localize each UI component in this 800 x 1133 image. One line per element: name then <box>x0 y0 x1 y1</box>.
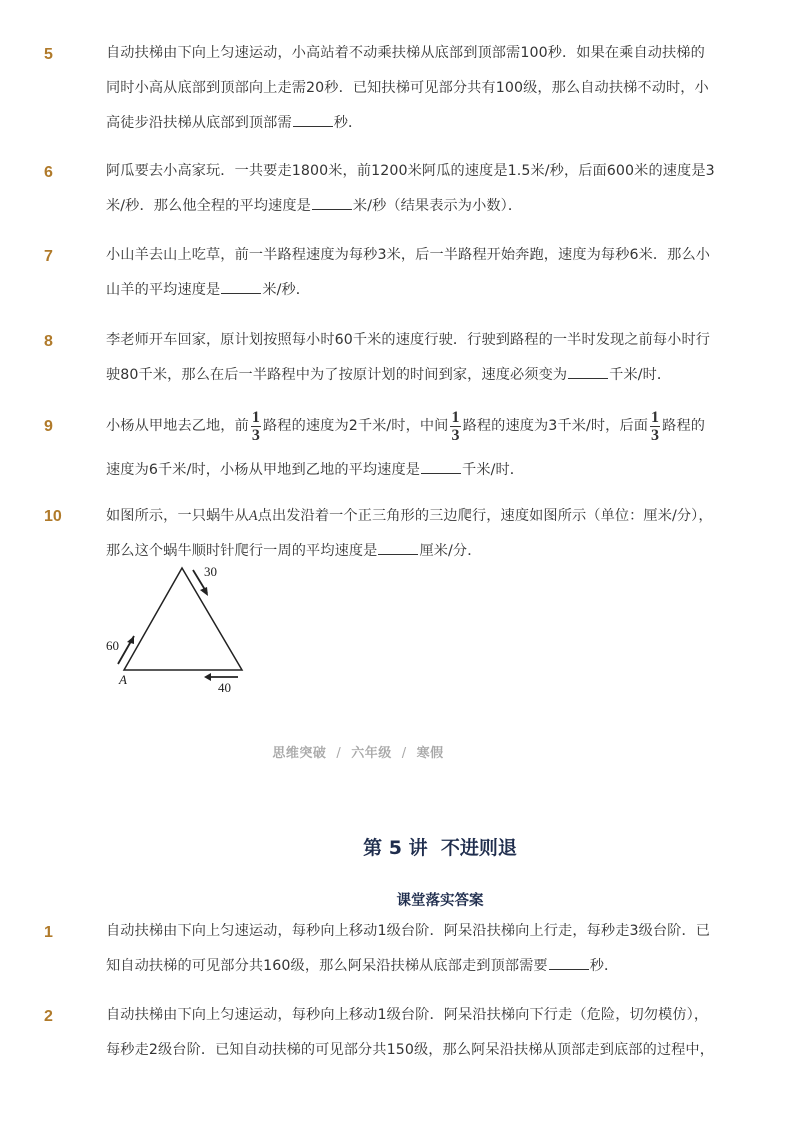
page-footer <box>0 742 716 761</box>
fraction-denominator: 3 <box>251 426 260 444</box>
speed-label-right: 30 <box>204 564 217 579</box>
problem-text <box>106 238 718 308</box>
problem-text-after: 千米/时． <box>609 367 672 383</box>
fraction-numerator: 1 <box>451 408 460 426</box>
answer-blank[interactable] <box>293 112 333 127</box>
equilateral-triangle <box>124 568 242 670</box>
problem-text-after: 米/秒（结果表示为小数）． <box>352 198 523 214</box>
problem-number: 9 <box>44 418 53 435</box>
problem-text <box>106 499 718 569</box>
answer-blank[interactable] <box>221 279 261 294</box>
answer-blank[interactable] <box>378 540 418 555</box>
lecture-title: 第 5 讲 不进则退 <box>363 837 517 859</box>
section-title: 课堂落实答案 <box>396 893 484 909</box>
footer-grade: 六年级 <box>351 746 392 761</box>
speed-label-left: 60 <box>106 638 119 653</box>
fraction-denominator: 3 <box>451 426 460 444</box>
arrowhead-left-icon <box>204 673 211 681</box>
triangle-figure <box>100 560 260 700</box>
answer-blank[interactable] <box>568 364 608 379</box>
problem-text <box>106 154 718 224</box>
fraction <box>251 409 261 444</box>
problem-text-before: 小山羊去山上吃草，前一半路程速度为每秒3米，后一半路程开始奔跑，速度为每秒6米．那么小山羊的平均速度是 <box>106 247 711 298</box>
speed-label-bottom: 40 <box>218 680 231 695</box>
problem-text-part: 如图所示，一只蜗牛从 <box>106 508 249 524</box>
problem-text-after: 米/秒． <box>262 282 311 298</box>
footer-term: 寒假 <box>416 746 444 761</box>
footer-separator: / <box>336 746 342 761</box>
fraction <box>650 409 660 444</box>
problem-text <box>106 323 718 393</box>
answer-blank[interactable] <box>421 459 461 474</box>
problem-text <box>106 36 718 141</box>
answer-number: 1 <box>44 924 53 941</box>
problem-text-part: 点出发沿着一个正三角形的三边爬行，速度如图所示（单位：厘米/分），那么这个蜗牛顺时针爬行一周的平均速度是 <box>106 508 713 559</box>
arrowhead-up-icon <box>127 636 134 644</box>
problem-number: 7 <box>44 248 53 265</box>
problem-text-before: 自动扶梯由下向上匀速运动，小高站着不动乘扶梯从底部到顶部需100秒．如果在乘自动扶梯的同时小高从底部到顶部向上走需20秒．已知扶梯可见部分共有100级，那么自动扶梯不动时，小高徒步沿扶梯从底部到顶部需 <box>106 45 709 131</box>
problem-text-part: 路程的速度为6千米/时，小杨从甲地到乙地的平均速度是 <box>106 418 706 478</box>
problem-text-after: 千米/时． <box>462 462 525 478</box>
problem-text-after: 秒． <box>333 115 363 131</box>
answer-text-before: 自动扶梯由下向上匀速运动，每秒向上移动1级台阶．阿呆沿扶梯向上行走，每秒走3级台阶．已知自动扶梯的可见部分共160级，那么阿呆沿扶梯从底部走到顶部需要 <box>106 923 711 974</box>
answer-number: 2 <box>44 1008 53 1025</box>
footer-separator: / <box>401 746 407 761</box>
problem-number: 6 <box>44 164 53 181</box>
problem-text-before: 李老师开车回家，原计划按照每小时60千米的速度行驶．行驶到路程的一半时发现之前每小时行驶80千米，那么在后一半路程中为了按原计划的时间到家，速度必须变为 <box>106 332 711 383</box>
problem-text-part: 小杨从甲地去乙地，前 <box>106 418 249 434</box>
answer-text: 自动扶梯由下向上匀速运动，每秒向上移动1级台阶．阿呆沿扶梯向下行走（危险，切勿模仿），每秒走2级台阶．已知自动扶梯的可见部分共150级，那么阿呆沿扶梯从顶部走到底部的过程中， <box>106 1007 715 1058</box>
fraction-numerator: 1 <box>251 408 260 426</box>
point-label: A <box>248 508 258 524</box>
problem-number: 5 <box>44 46 53 63</box>
answer-text <box>106 914 718 984</box>
fraction <box>450 409 460 444</box>
answer-text-after: 秒． <box>589 958 619 974</box>
fraction-numerator: 1 <box>651 408 660 426</box>
answer-blank[interactable] <box>312 195 352 210</box>
problem-text-before: 阿瓜要去小高家玩．一共要走1800米，前1200米阿瓜的速度是1.5米/秒，后面600米的速度是3米/秒．那么他全程的平均速度是 <box>106 163 715 214</box>
arrowhead-down-icon <box>200 587 208 596</box>
problem-text-after: 厘米/分． <box>419 543 482 559</box>
footer-brand: 思维突破 <box>272 746 327 761</box>
problem-text-part: 路程的速度为2千米/时，中间 <box>263 418 449 434</box>
problem-number: 8 <box>44 333 53 350</box>
problem-text-part: 路程的速度为3千米/时，后面 <box>462 418 649 434</box>
vertex-a-label: A <box>119 672 127 687</box>
problem-text <box>106 404 718 492</box>
problem-number: 10 <box>44 508 62 525</box>
fraction-denominator: 3 <box>651 426 660 444</box>
answer-blank[interactable] <box>549 955 589 970</box>
